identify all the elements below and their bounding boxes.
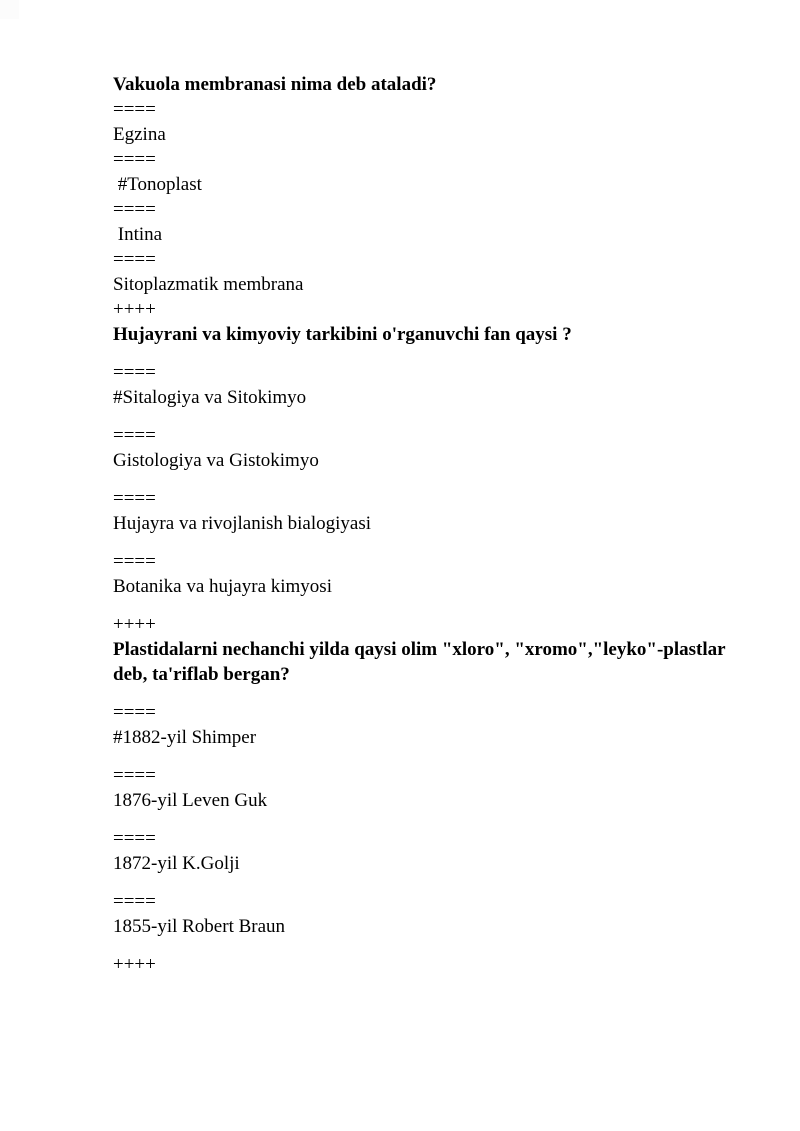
separator-line: ==== [113, 249, 156, 270]
answer-line: Egzina [113, 124, 166, 145]
question-line: Vakuola membranasi nima deb ataladi? [113, 74, 437, 95]
question-line: Hujayrani va kimyoviy tarkibini o'rganuvchi fan qaysi ? [113, 324, 572, 345]
answer-line: 1872-yil K.Golji [113, 853, 240, 874]
answer-line: 1876-yil Leven Guk [113, 790, 268, 811]
separator-line: ==== [113, 702, 156, 723]
answer-line: 1855-yil Robert Braun [113, 916, 286, 937]
separator-line: ==== [113, 765, 156, 786]
question-line: Plastidalarni nechanchi yilda qaysi olim "xloro", "xromo","leyko"-plastlar [113, 639, 726, 660]
separator-line: ==== [113, 891, 156, 912]
separator-line: ==== [113, 149, 156, 170]
answer-line: #Tonoplast [113, 174, 202, 195]
separator-line: ++++ [113, 954, 156, 975]
separator-line: ==== [113, 488, 156, 509]
separator-line: ++++ [113, 614, 156, 635]
question-line: deb, ta'riflab bergan? [113, 664, 290, 685]
separator-line: ==== [113, 99, 156, 120]
answer-line: Gistologiya va Gistokimyo [113, 450, 319, 471]
answer-line: #Sitalogiya va Sitokimyo [113, 387, 307, 408]
separator-line: ==== [113, 551, 156, 572]
answer-line: Sitoplazmatik membrana [113, 274, 304, 295]
answer-line: Botanika va hujayra kimyosi [113, 576, 332, 597]
separator-line: ==== [113, 425, 156, 446]
separator-line: ++++ [113, 299, 156, 320]
answer-line: Intina [113, 224, 163, 245]
separator-line: ==== [113, 199, 156, 220]
separator-line: ==== [113, 362, 156, 383]
answer-line: #1882-yil Shimper [113, 727, 257, 748]
separator-line: ==== [113, 828, 156, 849]
answer-line: Hujayra va rivojlanish bialogiyasi [113, 513, 372, 534]
page-corner-artifact [0, 0, 19, 19]
